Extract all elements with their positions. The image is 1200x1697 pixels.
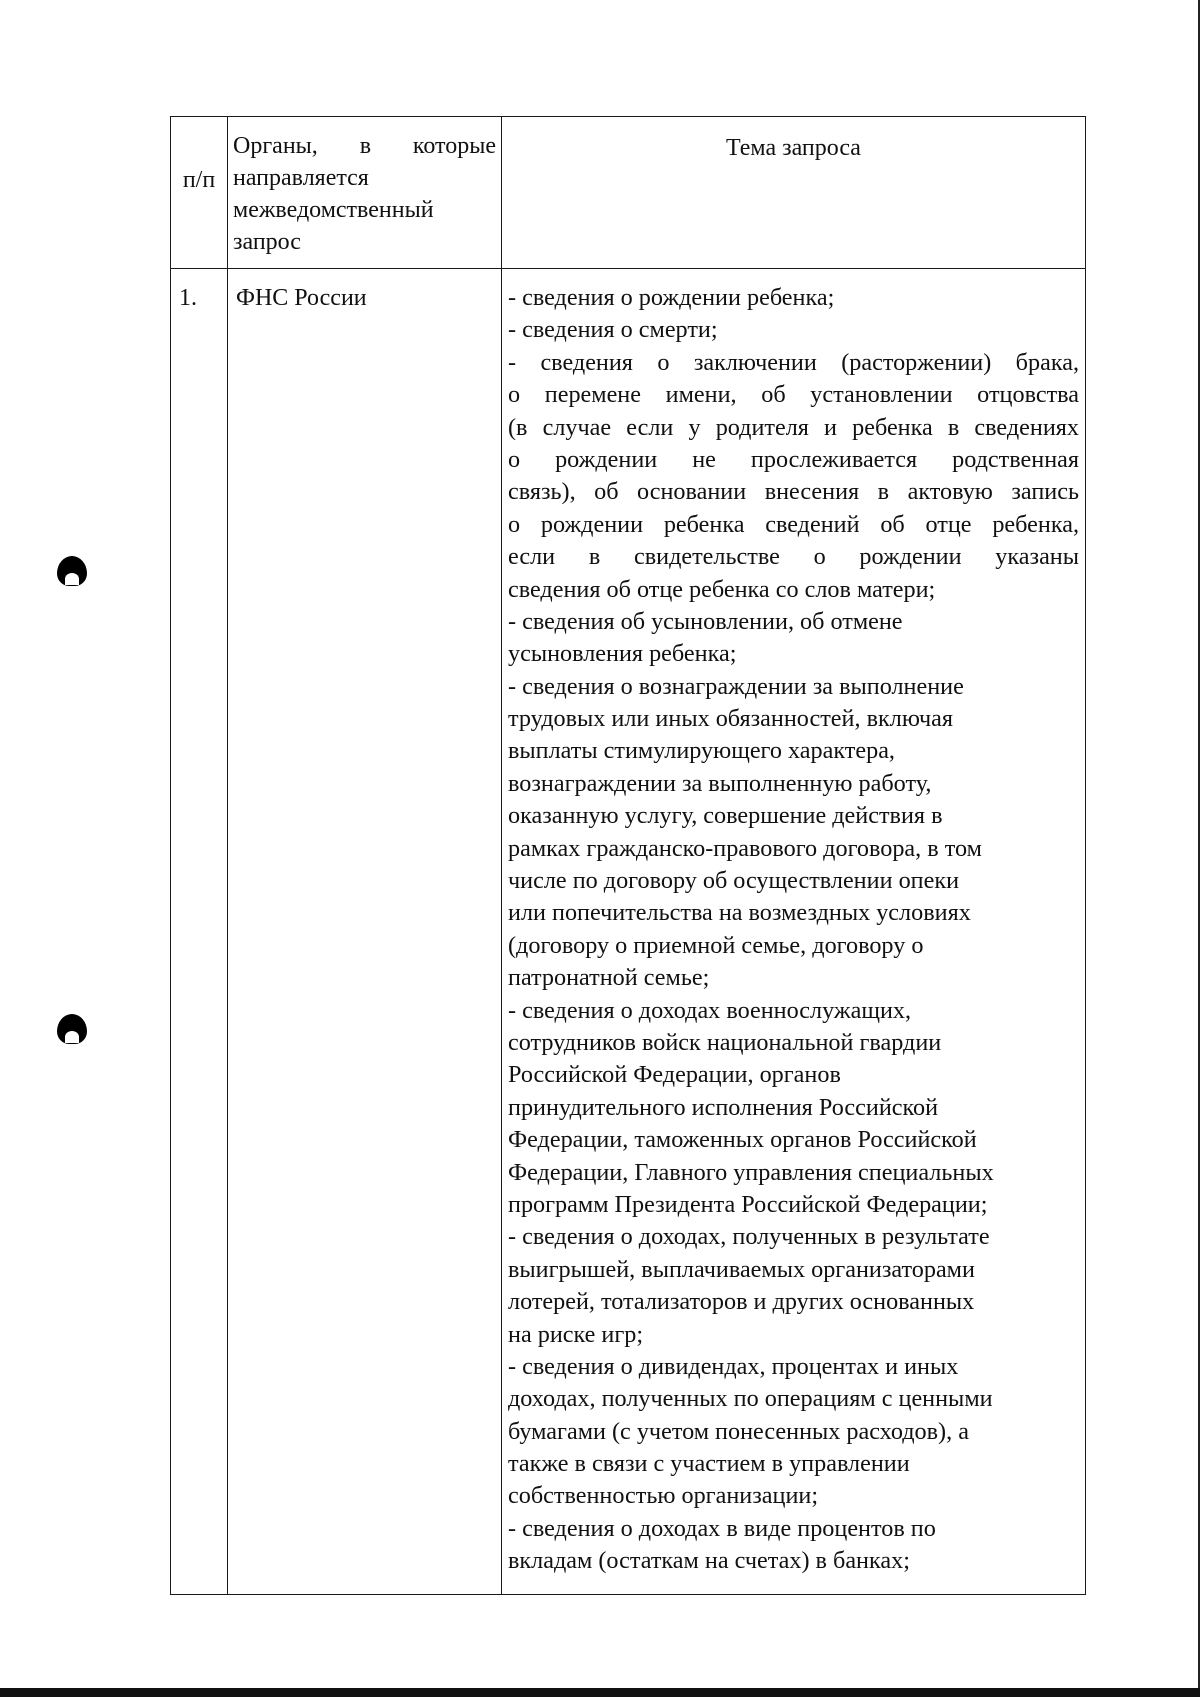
topic-line: (в случае если у родителя и ребенка в сведениях: [508, 413, 1079, 441]
topic-line: программ Президента Российской Федерации;: [508, 1190, 988, 1218]
topic-line: также в связи с участием в управлении: [508, 1450, 910, 1478]
header-organ-label: Органы, в которые направляется межведомственный запрос: [233, 133, 496, 255]
topic-line: - сведения о доходах, полученных в результате: [508, 1223, 990, 1251]
topic-line: - сведения о доходах военнослужащих,: [508, 996, 912, 1024]
interagency-request-table: [170, 116, 1086, 1595]
row-cell-topic: [502, 269, 1086, 1595]
topic-line: Российской Федерации, органов: [508, 1061, 841, 1089]
topic-line: - сведения о вознаграждении за выполнение: [508, 672, 964, 700]
topic-line: патронатной семье;: [508, 964, 710, 992]
topic-line: оказанную услугу, совершение действия в: [508, 802, 943, 830]
row-organ-name: ФНС России: [236, 285, 367, 311]
topic-line: вознаграждении за выполненную работу,: [508, 769, 932, 797]
topic-line: Федерации, таможенных органов Российской: [508, 1126, 977, 1154]
topic-line: если в свидетельстве о рождении указаны: [508, 543, 1079, 571]
header-cell-topic: [502, 117, 1086, 269]
topic-line: лотерей, тотализаторов и других основанных: [508, 1288, 975, 1316]
topic-line: сотрудников войск национальной гвардии: [508, 1028, 942, 1056]
topic-line: или попечительства на возмездных условиях: [508, 899, 971, 927]
header-cell-number: [171, 117, 228, 269]
topic-line: выигрышей, выплачиваемых организаторами: [508, 1255, 975, 1283]
topic-line: Федерации, Главного управления специальных: [508, 1158, 994, 1186]
topic-line: - сведения о рождении ребенка;: [508, 284, 835, 311]
header-number-label: п/п: [182, 167, 216, 193]
topic-line: - сведения о смерти;: [508, 316, 718, 344]
scan-edge-bottom: [0, 1688, 1200, 1697]
topic-line: выплаты стимулирующего характера,: [508, 737, 895, 765]
header-topic-label: Тема запроса: [726, 135, 861, 161]
request-topic-list: [502, 269, 1085, 1594]
punch-hole-bottom: [57, 1014, 87, 1044]
topic-line: (договору о приемной семье, договору о: [508, 931, 924, 959]
table-header-row: [171, 117, 1086, 269]
topic-line: рамках гражданско-правового договора, в том: [508, 834, 982, 862]
topic-line: собственностью организации;: [508, 1482, 819, 1510]
topic-line: доходах, полученных по операциям с ценными: [508, 1385, 993, 1413]
topic-line: на риске игр;: [508, 1320, 644, 1348]
table-row: [171, 269, 1086, 1595]
row-number: 1.: [179, 285, 197, 311]
topic-line: - сведения о дивидендах, процентах и иных: [508, 1352, 959, 1380]
topic-line: усыновления ребенка;: [508, 640, 737, 668]
header-cell-organ: [228, 117, 502, 269]
topic-line: числе по договору об осуществлении опеки: [508, 867, 960, 895]
topic-line: вкладам (остаткам на счетах) в банках;: [508, 1547, 910, 1575]
topic-line: о рождении ребенка сведений об отце ребенка,: [508, 510, 1079, 538]
topic-line: - сведения о доходах в виде процентов по: [508, 1514, 936, 1542]
punch-hole-top: [57, 556, 87, 586]
topic-line: - сведения об усыновлении, об отмене: [508, 607, 903, 635]
topic-line: принудительного исполнения Российской: [508, 1093, 939, 1121]
row-cell-organ: [228, 269, 502, 1595]
topic-line: связь), об основании внесения в актовую запись: [508, 478, 1079, 506]
topic-line: трудовых или иных обязанностей, включая: [508, 705, 953, 733]
topic-line: о перемене имени, об установлении отцовства: [508, 381, 1079, 409]
topic-line: бумагами (с учетом понесенных расходов), а: [508, 1417, 969, 1445]
topic-line: о рождении не прослеживается родственная: [508, 445, 1079, 473]
topic-line: сведения об отце ребенка со слов матери;: [508, 575, 936, 603]
row-cell-number: [171, 269, 228, 1595]
topic-line: - сведения о заключении (расторжении) брака,: [508, 348, 1079, 376]
